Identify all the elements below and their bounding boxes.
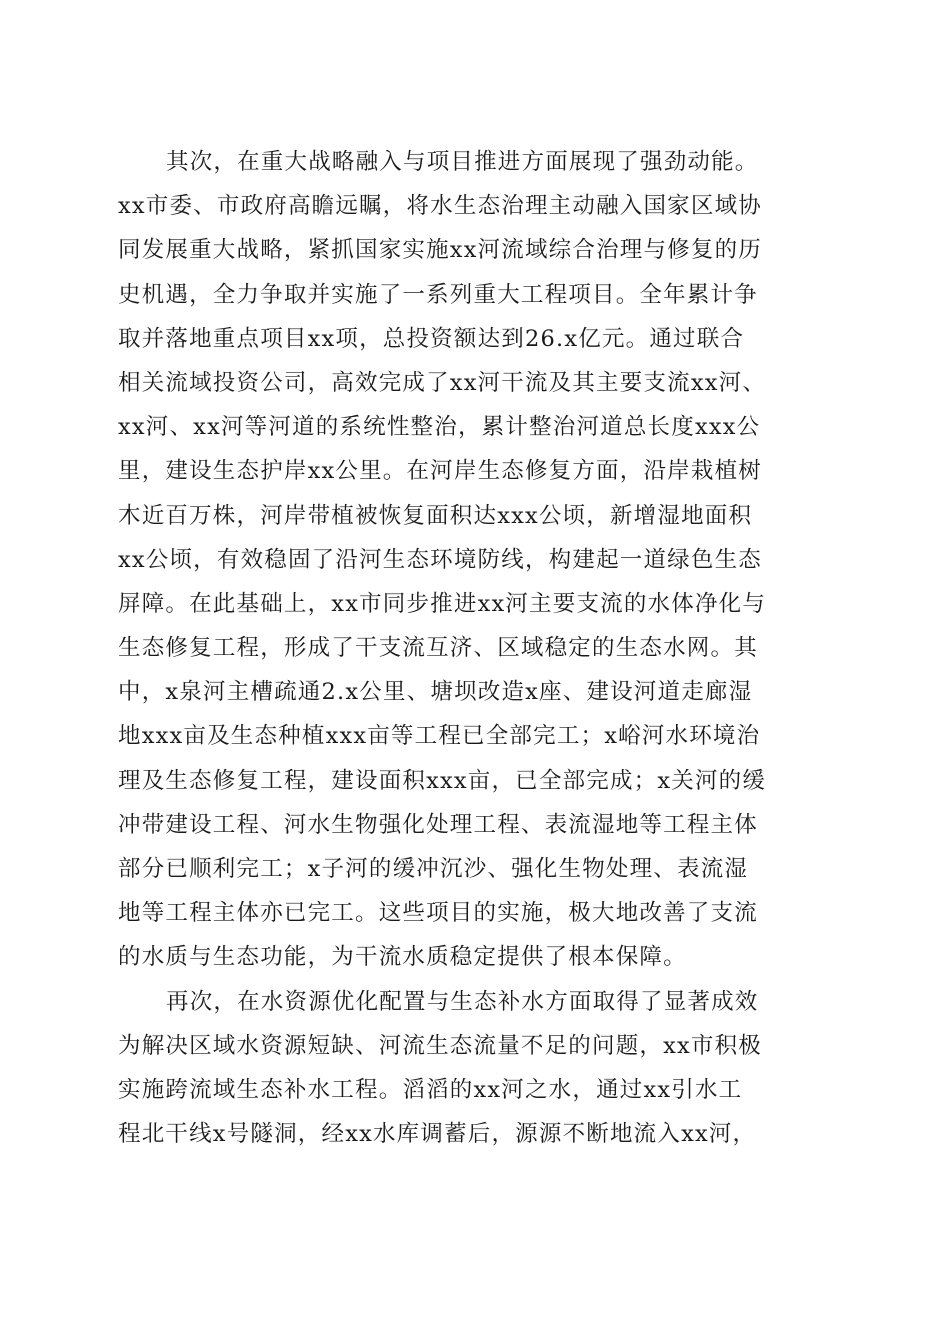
paragraph-line: 生态修复工程，形成了干支流互济、区域稳定的生态水网。其 — [118, 635, 758, 662]
paragraph-line: 部分已顺利完工；x子河的缓冲沉沙、强化生物处理、表流湿 — [118, 856, 749, 882]
paragraph-line: 理及生态修复工程，建设面积xxx亩，已全部完成；x关河的缓 — [118, 767, 767, 794]
paragraph-line: xx河、xx河等河道的系统性整治，累计整治河道总长度xxx公 — [118, 414, 761, 441]
paragraph-line: 的水质与生态功能，为干流水质稳定提供了根本保障。 — [118, 944, 687, 971]
paragraph-line: 程北干线x号隧洞，经xx水库调蓄后，源源不断地流入xx河， — [118, 1121, 757, 1148]
paragraph-line: xx市委、市政府高瞻远瞩，将水生态治理主动融入国家区域协 — [118, 193, 762, 220]
paragraph-line: 木近百万株，河岸带植被恢复面积达xxx公顷，新增湿地面积 — [118, 502, 753, 529]
paragraph-line: 屏障。在此基础上，xx市同步推进xx河主要支流的水体净化与 — [118, 590, 767, 617]
paragraph-line: 其次，在重大战略融入与项目推进方面展现了强劲动能。 — [166, 149, 759, 175]
paragraph-line: 里，建设生态护岸xx公里。在河岸生态修复方面，沿岸栽植树 — [118, 458, 762, 485]
paragraph-line: 同发展重大战略，紧抓国家实施xx河流域综合治理与修复的历 — [118, 237, 762, 264]
paragraph-line: 地等工程主体亦已完工。这些项目的实施，极大地改善了支流 — [118, 900, 758, 927]
paragraph-line: 地xxx亩及生态种植xxx亩等工程已全部完工；x峪河水环境治 — [118, 723, 761, 750]
paragraph-line: 取并落地重点项目xx项，总投资额达到26.x亿元。通过联合 — [118, 325, 745, 352]
paragraph-line: 相关流域投资公司，高效完成了xx河干流及其主要支流xx河、 — [118, 369, 767, 396]
paragraph-line: 冲带建设工程、河水生物强化处理工程、表流湿地等工程主体 — [118, 811, 758, 838]
paragraph-line: 史机遇，全力争取并实施了一系列重大工程项目。全年累计争 — [118, 281, 758, 308]
paragraph-line: 实施跨流域生态补水工程。滔滔的xx河之水，通过xx引水工 — [118, 1076, 743, 1103]
body-text — [118, 140, 826, 1156]
paragraph-line: 为解决区域水资源短缺、河流生态流量不足的问题，xx市积极 — [118, 1032, 762, 1059]
paragraph-line: 中，x泉河主槽疏通2.x公里、塘坝改造x座、建设河道走廊湿 — [118, 679, 753, 706]
paragraph-line: xx公顷，有效稳固了沿河生态环境防线，构建起一道绿色生态 — [118, 546, 762, 573]
paragraph-line: 再次，在水资源优化配置与生态补水方面取得了显著成效 — [166, 988, 759, 1015]
